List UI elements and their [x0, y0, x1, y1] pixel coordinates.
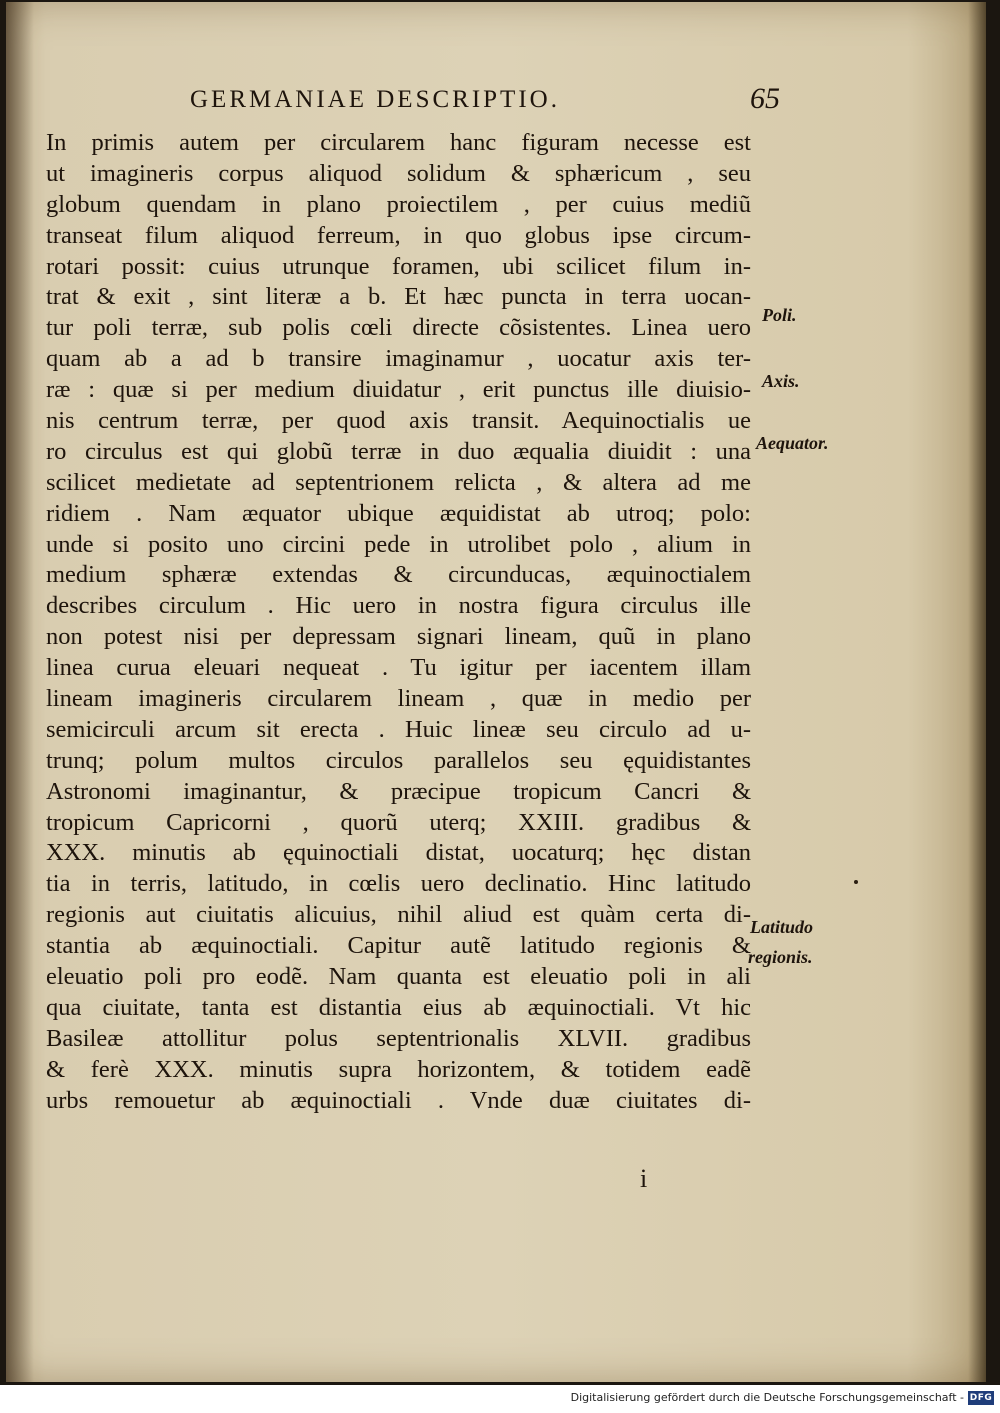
text-line: stantia ab æquinoctiali. Capitur autẽ latitudo regionis &	[46, 932, 751, 960]
book-page	[6, 2, 986, 1382]
text-line: Astronomi imaginantur, & præcipue tropicum Cancri &	[46, 777, 751, 805]
marginal-note-axis: Axis.	[762, 371, 800, 391]
ink-speck	[854, 880, 858, 884]
marginal-note-latitudo: Latitudo	[750, 917, 814, 937]
text-line: eleuatio poli pro eodẽ. Nam quanta est eleuatio poli in ali	[46, 963, 751, 991]
footer-bar	[0, 1385, 1000, 1413]
marginal-note-regionis: regionis.	[748, 947, 813, 967]
text-line: nis centrum terræ, per quod axis transit. Aequinoctialis ue	[46, 407, 751, 435]
text-line: qua ciuitate, tanta est distantia eius ab æquinoctiali. Vt hic	[46, 993, 751, 1021]
page-number: 65	[750, 82, 780, 115]
text-line: Basileæ attollitur polus septentrionalis XLVII. gradibus	[46, 1024, 751, 1052]
text-line: XXX. minutis ab ęquinoctiali distat, uocaturq; hęc distan	[46, 839, 751, 867]
text-line: trat & exit , sint literæ a b. Et hæc puncta in terra uocan-	[46, 283, 751, 311]
footer-credit: Digitalisierung gefördert durch die Deutsche Forschungsgemeinschaft -	[570, 1391, 964, 1404]
text-line: non potest nisi per depressam signari lineam, quũ in plano	[46, 623, 751, 651]
text-line: ridiem . Nam æquator ubique æquidistat ab utroq; polo:	[46, 499, 751, 527]
text-line: regionis aut ciuitatis alicuius, nihil aliud est quàm certa di-	[46, 901, 751, 929]
page-edge-shadow	[968, 2, 986, 1382]
text-line: tia in terris, latitudo, in cœlis uero declinatio. Hinc latitudo	[46, 870, 751, 898]
text-line: semicirculi arcum sit erecta . Huic lineæ seu circulo ad u-	[46, 715, 751, 743]
text-line: & ferè XXX. minutis supra horizontem, & totidem eadẽ	[46, 1055, 751, 1083]
text-line: tropicum Capricorni , quorũ uterq; XXIII. gradibus &	[46, 808, 751, 836]
text-line: medium sphæræ extendas & circunducas, æquinoctialem	[46, 561, 751, 589]
text-line: scilicet medietate ad septentrionem relicta , & altera ad me	[46, 468, 751, 496]
text-line: In primis autem per circularem hanc figuram necesse est	[46, 129, 751, 156]
text-line: unde si posito uno circini pede in utrolibet polo , alium in	[46, 530, 751, 558]
text-line: ræ : quæ si per medium diuidatur , erit punctus ille diuisio-	[46, 376, 751, 404]
catchword: i	[640, 1164, 648, 1193]
dfg-logo: DFG	[969, 1393, 993, 1403]
marginal-note-aequator: Aequator.	[756, 433, 829, 453]
text-line: ut imagineris corpus aliquod solidum & sphæricum , seu	[46, 159, 751, 187]
text-line: quam ab a ad b transire imaginamur , uocatur axis ter-	[46, 345, 751, 373]
body-text	[46, 128, 751, 1117]
text-line: tur poli terræ, sub polis cœli directe cõsistentes. Linea uero	[46, 314, 751, 342]
marginal-note-poli: Poli.	[762, 305, 797, 325]
text-line: urbs remouetur ab æquinoctiali . Vnde duæ ciuitates di-	[46, 1086, 751, 1114]
text-line: linea curua eleuari nequeat . Tu igitur per iacentem illam	[46, 654, 751, 682]
text-line: globum quendam in plano proiectilem , per cuius mediũ	[46, 190, 751, 218]
text-line: describes circulum . Hic uero in nostra figura circulus ille	[46, 592, 751, 620]
text-line: lineam imagineris circularem lineam , quæ in medio per	[46, 685, 751, 713]
running-head: GERMANIAE DESCRIPTIO.	[190, 86, 560, 113]
text-line: ro circulus est qui globũ terræ in duo æqualia diuidit : una	[46, 437, 751, 465]
text-line: rotari possit: cuius utrunque foramen, ubi scilicet filum in-	[46, 252, 751, 280]
text-line: transeat filum aliquod ferreum, in quo globus ipse circum-	[46, 221, 751, 249]
text-line: trunq; polum multos circulos parallelos seu ęquidistantes	[46, 746, 751, 774]
